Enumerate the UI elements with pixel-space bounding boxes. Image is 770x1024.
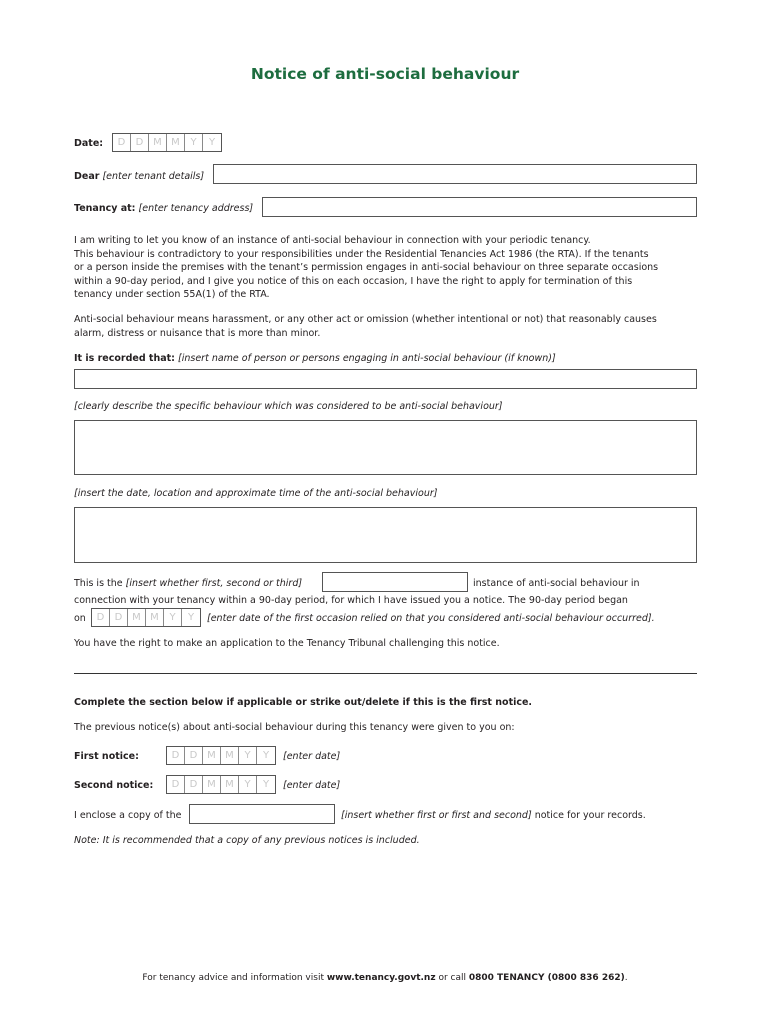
datetime-location-field[interactable] bbox=[74, 507, 697, 563]
date-cell: M bbox=[149, 134, 167, 151]
date-cell: M bbox=[203, 776, 221, 793]
tenant-details-field[interactable] bbox=[213, 164, 697, 184]
enclose-suffix-line bbox=[341, 810, 646, 821]
date-cell: Y bbox=[208, 137, 216, 148]
date-cell: M bbox=[167, 134, 185, 151]
tenancy-line bbox=[74, 203, 253, 214]
instance-prefix-line bbox=[74, 578, 302, 589]
date-cell: D bbox=[92, 609, 110, 626]
date-cell: M bbox=[221, 776, 239, 793]
first-notice-hint: [enter date] bbox=[283, 751, 341, 762]
definition-paragraph bbox=[74, 313, 704, 340]
date-cell: M bbox=[146, 609, 164, 626]
date-input[interactable] bbox=[112, 133, 222, 152]
dear-hint: [enter tenant details] bbox=[102, 171, 205, 182]
intro-line: I am writing to let you know of an instance of anti-social behaviour in connection with your periodic tenancy. bbox=[74, 235, 591, 246]
date-cell: Y bbox=[262, 750, 270, 761]
date-cell: D bbox=[167, 747, 185, 764]
intro-line: within a 90-day period, and I give you notice of this on each occasion, I have the right to apply for termination of this bbox=[74, 275, 633, 287]
instance-suffix: instance of anti-social behaviour in bbox=[473, 578, 640, 589]
date-cell: Y bbox=[187, 612, 195, 623]
period-start-date-input[interactable] bbox=[91, 608, 201, 627]
on-label: on bbox=[74, 613, 86, 624]
person-name-field[interactable] bbox=[74, 369, 697, 389]
footer-middle: or call bbox=[435, 973, 469, 983]
intro-paragraph bbox=[74, 234, 704, 302]
date-label: Date: bbox=[74, 138, 104, 149]
enclose-prefix: I enclose a copy of the bbox=[74, 810, 182, 821]
previous-text: The previous notice(s) about anti-social behaviour during this tenancy were given to you on: bbox=[74, 722, 515, 733]
enclosed-notice-field[interactable] bbox=[189, 804, 335, 824]
footer bbox=[0, 973, 770, 983]
second-notice-label: Second notice: bbox=[74, 780, 154, 791]
tenancy-address-field[interactable] bbox=[262, 197, 697, 217]
date-cell: M bbox=[221, 747, 239, 764]
instance-ordinal-field[interactable] bbox=[322, 572, 468, 592]
footer-prefix: For tenancy advice and information visit bbox=[142, 973, 327, 983]
date-cell: Y bbox=[164, 609, 182, 626]
right-text: You have the right to make an application to the Tenancy Tribunal challenging this notice. bbox=[74, 638, 500, 649]
enclose-suffix: notice for your records. bbox=[534, 810, 646, 821]
footer-website-link[interactable]: www.tenancy.govt.nz bbox=[326, 973, 436, 983]
section-divider bbox=[74, 673, 697, 674]
date-cell: Y bbox=[239, 747, 257, 764]
instance-hint: [insert whether first, second or third] bbox=[125, 578, 303, 589]
note-text: Note: It is recommended that a copy of any previous notices is included. bbox=[74, 835, 420, 846]
date-cell: M bbox=[203, 747, 221, 764]
date-cell: D bbox=[167, 776, 185, 793]
behaviour-description-field[interactable] bbox=[74, 420, 697, 475]
definition-line: alarm, distress or nuisance that is more than minor. bbox=[74, 327, 321, 339]
page-title: Notice of anti-social behaviour bbox=[250, 65, 520, 83]
date-cell: Y bbox=[185, 134, 203, 151]
date-cell: D bbox=[113, 134, 131, 151]
intro-line: This behaviour is contradictory to your responsibilities under the Residential Tenancies Act 1986 (the RTA). If the tenants bbox=[74, 248, 649, 260]
first-notice-label: First notice: bbox=[74, 751, 139, 762]
date-cell: D bbox=[131, 134, 149, 151]
second-notice-date-input[interactable] bbox=[166, 775, 276, 794]
date-cell: D bbox=[185, 776, 203, 793]
footer-phone: 0800 TENANCY (0800 836 262) bbox=[468, 973, 625, 983]
on-date-hint: [enter date of the first occasion relied on that you considered anti-social behaviour occurred]. bbox=[207, 613, 655, 624]
recorded-line bbox=[74, 353, 556, 364]
intro-line: or a person inside the premises with the tenant’s permission engages in anti-social behaviour on three separate occasions bbox=[74, 262, 659, 274]
tenancy-hint: [enter tenancy address] bbox=[138, 203, 254, 214]
dear-label: Dear bbox=[74, 171, 100, 182]
date-cell: Y bbox=[262, 779, 270, 790]
section-heading: Complete the section below if applicable or strike out/delete if this is the first notice. bbox=[74, 697, 533, 708]
definition-line: Anti-social behaviour means harassment, or any other act or omission (whether intentional or not) that reasonably causes bbox=[74, 314, 657, 325]
instance-line-2: connection with your tenancy within a 90-day period, for which I have issued you a notice. The 90-day period began bbox=[74, 595, 628, 606]
datetime-hint: [insert the date, location and approximate time of the anti-social behaviour] bbox=[74, 488, 438, 499]
footer-suffix: . bbox=[624, 973, 628, 983]
dear-line bbox=[74, 171, 204, 182]
behaviour-hint: [clearly describe the specific behaviour which was considered to be anti-social behaviour] bbox=[74, 401, 503, 412]
date-cell: D bbox=[185, 747, 203, 764]
date-cell: Y bbox=[239, 776, 257, 793]
enclose-hint: [insert whether first or first and second] bbox=[341, 810, 532, 821]
second-notice-hint: [enter date] bbox=[283, 780, 341, 791]
recorded-hint: [insert name of person or persons engaging in anti-social behaviour (if known)] bbox=[178, 353, 556, 364]
date-cell: D bbox=[110, 609, 128, 626]
intro-line: tenancy under section 55A(1) of the RTA. bbox=[74, 289, 270, 301]
date-cell: M bbox=[128, 609, 146, 626]
instance-prefix: This is the bbox=[74, 578, 123, 589]
tenancy-label: Tenancy at: bbox=[74, 203, 136, 214]
first-notice-date-input[interactable] bbox=[166, 746, 276, 765]
recorded-label: It is recorded that: bbox=[74, 353, 175, 364]
